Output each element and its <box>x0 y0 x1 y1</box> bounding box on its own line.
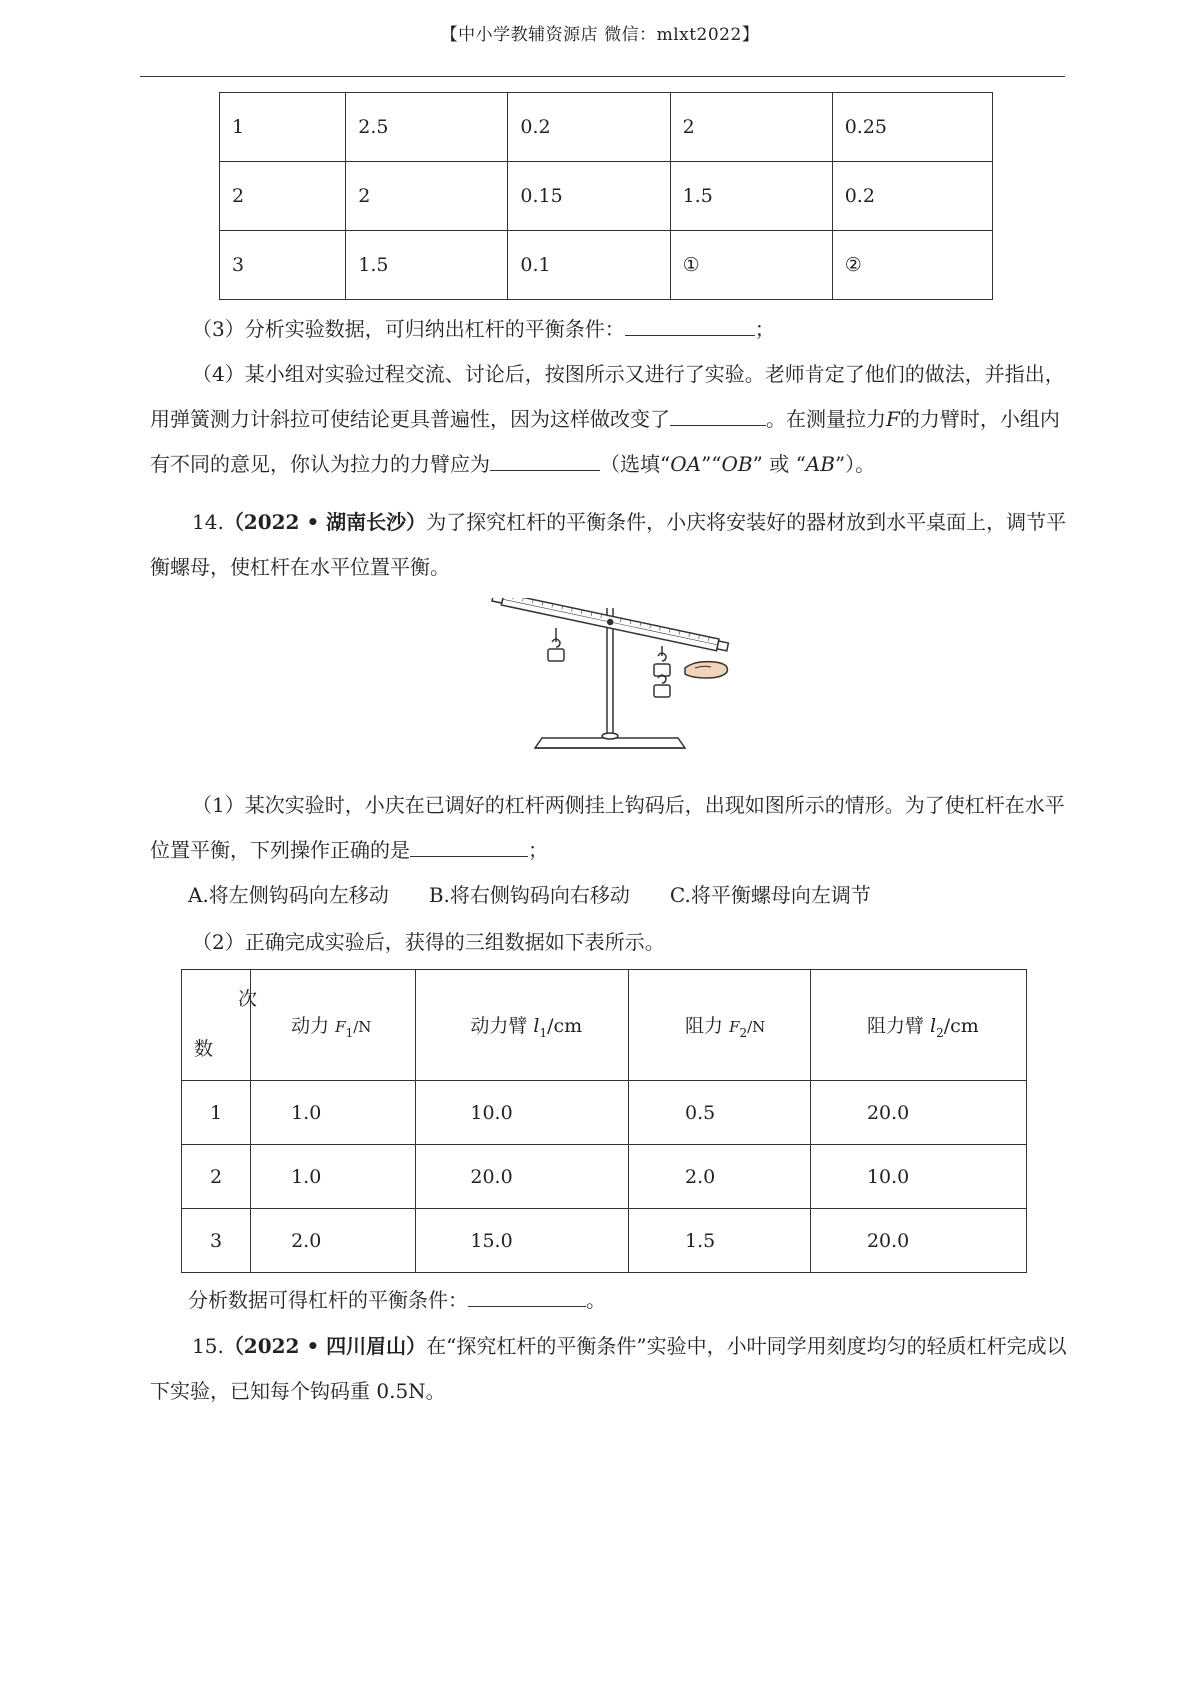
answer-blank[interactable] <box>468 1286 586 1307</box>
table-cell: 1.0 <box>251 1145 416 1209</box>
header-unit: /cm <box>943 1014 979 1037</box>
q14-options <box>188 873 1106 918</box>
header-sub: 2 <box>739 1025 748 1040</box>
page-header: 【中小学教辅资源店 微信：mlxt2022】 <box>440 25 760 45</box>
table-cell: 1 <box>182 1081 251 1145</box>
q15-text: 在“探究杠杆的平衡条件”实验中，小叶同学用刻度均匀的轻质杠杆完成以下实验，已知每个钩码重 0.5N。 <box>150 1334 1067 1403</box>
header-sub: 2 <box>936 1025 944 1040</box>
header-unit: /N <box>747 1017 766 1036</box>
q14-part2: （2）正确完成实验后，获得的三组数据如下表所示。 <box>192 930 665 954</box>
table-cell: 3 <box>220 231 346 300</box>
header-var: l <box>533 1014 540 1037</box>
q14-conclusion-text: 分析数据可得杠杆的平衡条件： <box>188 1288 468 1312</box>
q15-number: 15. <box>192 1334 224 1358</box>
q14-intro-text: 为了探究杠杆的平衡条件，小庆将安装好的器材放到水平桌面上，调节平衡螺母，使杠杆在水平位置平衡。 <box>150 510 1067 579</box>
header-var: l <box>930 1014 937 1037</box>
data-table-q14 <box>181 969 1027 1273</box>
table-cell: 0.2 <box>832 162 992 231</box>
q14-number: 14. <box>192 510 224 534</box>
q14-conclusion <box>188 1278 1106 1323</box>
table-cell: 2 <box>346 162 508 231</box>
q13-part4-text-b: 。在测量拉力 <box>766 407 886 431</box>
table-cell: 2.0 <box>251 1209 416 1273</box>
header-unit: /cm <box>547 1014 583 1037</box>
answer-blank[interactable] <box>670 405 766 426</box>
table-cell: 1.5 <box>346 231 508 300</box>
table-cell: ① <box>670 231 832 300</box>
q14-conclusion-end: 。 <box>586 1288 606 1312</box>
table-cell: 3 <box>182 1209 251 1273</box>
table-row <box>220 231 993 300</box>
table-cell: 2.5 <box>346 93 508 162</box>
lever-apparatus-figure <box>490 598 770 768</box>
table-cell: 2 <box>670 93 832 162</box>
option-b: B.将右侧钩码向右移动 <box>428 883 630 907</box>
header-load-force <box>629 970 811 1081</box>
q13-part3 <box>150 307 1068 352</box>
header-effort-force <box>251 970 416 1081</box>
option-AB: AB <box>805 452 835 476</box>
q13-part4-text-g: ”）。 <box>834 452 876 476</box>
header-sub: 1 <box>345 1025 354 1040</box>
table-cell: 10.0 <box>416 1081 629 1145</box>
header-var: F <box>335 1017 346 1036</box>
table-cell: ② <box>832 231 992 300</box>
q13-part4-text-d: （选填“ <box>600 452 671 476</box>
table-cell: 0.5 <box>629 1081 811 1145</box>
header-text: 动力 <box>291 1014 330 1037</box>
table-cell: 0.1 <box>508 231 670 300</box>
option-OA: OA <box>670 452 702 476</box>
q14-intro <box>150 500 1068 590</box>
table-cell: 0.25 <box>832 93 992 162</box>
table-cell: 1.5 <box>670 162 832 231</box>
table-cell: 0.15 <box>508 162 670 231</box>
table-row <box>220 162 993 231</box>
header-corner-bottom: 数 <box>194 1038 214 1060</box>
header-trial-number <box>182 970 258 1081</box>
table-cell: 15.0 <box>416 1209 629 1273</box>
table-cell: 0.2 <box>508 93 670 162</box>
header-text: 阻力 <box>685 1014 724 1037</box>
table-cell: 2 <box>220 162 346 231</box>
table-row <box>182 1081 1027 1145</box>
q14-part1-end: ； <box>528 838 548 862</box>
table-cell: 1.5 <box>629 1209 811 1273</box>
q14-part1-text: （1）某次实验时，小庆在已调好的杠杆两侧挂上钩码后，出现如图所示的情形。为了使杠杆在水平位置平衡，下列操作正确的是 <box>150 793 1065 862</box>
table-cell: 20.0 <box>416 1145 629 1209</box>
q13-part4-text-e: ”“ <box>701 452 722 476</box>
table-cell: 10.0 <box>810 1145 1026 1209</box>
table-header-row <box>182 970 1027 1081</box>
data-table-q13 <box>219 92 993 300</box>
header-text: 阻力臂 <box>866 1014 924 1037</box>
table-cell: 1.0 <box>251 1081 416 1145</box>
q13-part3-text: （3）分析实验数据，可归纳出杠杆的平衡条件： <box>192 317 625 341</box>
q14-source: （2022 • 湖南长沙） <box>223 510 427 534</box>
header-var: F <box>729 1017 740 1036</box>
q15-intro <box>150 1324 1068 1414</box>
option-a: A.将左侧钩码向左移动 <box>188 883 389 907</box>
table-row <box>220 93 993 162</box>
option-c: C.将平衡螺母向左调节 <box>669 883 871 907</box>
answer-blank[interactable] <box>625 315 755 336</box>
q13-part4-text-c: 的力臂时，小组内有不同的意见，你认为拉力的力臂应为 <box>150 407 1060 476</box>
header-divider <box>140 76 1065 77</box>
table-row <box>182 1145 1027 1209</box>
header-corner-top: 次 <box>238 988 258 1010</box>
answer-blank[interactable] <box>410 836 528 857</box>
q14-part1 <box>150 783 1068 873</box>
table-cell: 2 <box>182 1145 251 1209</box>
q13-part4 <box>150 352 1068 487</box>
table-cell: 20.0 <box>810 1209 1026 1273</box>
header-unit: /N <box>353 1017 372 1036</box>
header-load-arm <box>810 970 1026 1081</box>
header-sub: 1 <box>539 1025 548 1040</box>
option-OB: OB <box>721 452 753 476</box>
table-cell: 20.0 <box>810 1081 1026 1145</box>
table-row <box>182 1209 1027 1273</box>
q13-part3-end: ； <box>754 317 775 341</box>
answer-blank[interactable] <box>490 450 600 471</box>
q15-source: （2022 • 四川眉山） <box>223 1334 427 1358</box>
header-text: 动力臂 <box>470 1014 528 1037</box>
var-F: F <box>886 407 900 431</box>
table-cell: 2.0 <box>629 1145 811 1209</box>
q13-part4-text-a: （4）某小组对实验过程交流、讨论后，按图所示又进行了实验。老师肯定了他们的做法，并指出，用弹簧测力计斜拉可使结论更具普遍性，因为这样做改变了 <box>150 362 1065 431</box>
q13-part4-text-f: ” 或 “ <box>752 452 806 476</box>
table-cell: 1 <box>220 93 346 162</box>
header-effort-arm <box>416 970 629 1081</box>
